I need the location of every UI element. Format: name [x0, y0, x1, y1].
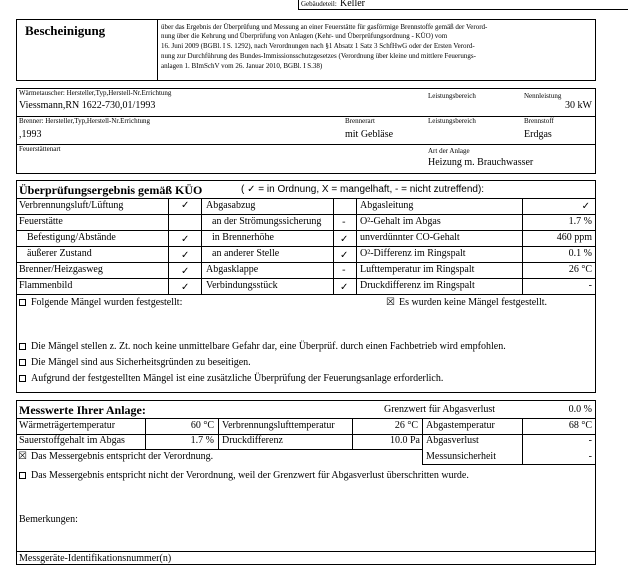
option1-checkbox[interactable] [19, 343, 26, 350]
messunsicherheit-value: - [588, 451, 592, 462]
option2-label: Die Mängel sind aus Sicherheitsgründen zu beseitigen. [31, 357, 251, 368]
gebaeudeteil-value: Keller [340, 0, 365, 9]
art-value: Heizung m. Brauchwasser [428, 157, 534, 168]
header-text-line-2: nung über die Kehrung und Überprüfung von Anlagen (Kehr- und Überprüfungsordnung - KÜO) vom [161, 32, 448, 40]
maengel-label: Folgende Mängel wurden festgestellt: [31, 297, 183, 308]
pruefung-legend: ( ✓ = in Ordnung, X = mangelhaft, - = nicht zutreffend): [241, 184, 485, 195]
sauerstoff-label: Sauerstoffgehalt im Abgas [19, 435, 125, 446]
pruef-c3-value-1: 1.7 % [568, 216, 592, 227]
brennstoff-label: Brennstoff [524, 117, 554, 125]
pruef-c3-value-5: - [588, 280, 592, 291]
waermetraeger-label: Wärmeträgertemperatur [19, 420, 116, 431]
grenzwert-value: 0.0 % [568, 404, 592, 415]
pruef-c2-label-2: in Brennerhöhe [212, 232, 274, 243]
pruef-c1-label-5: Flammenbild [19, 280, 73, 291]
messwerte-title: Messwerte Ihrer Anlage: [19, 403, 146, 417]
pruef-c3-label-5: Druckdifferenz im Ringspalt [360, 280, 475, 291]
pruef-c1-label-3: äußerer Zustand [27, 248, 92, 259]
nicht-entspricht-checkbox[interactable] [19, 472, 26, 479]
entspricht-checkbox[interactable]: ☒ [18, 451, 27, 462]
option3-label: Aufgrund der festgestellten Mängel ist eine zusätzliche Überprüfung der Feuerungsanlage erforderlich. [31, 373, 444, 384]
header-text-line-3: 16. Juni 2009 (BGBl. I S. 1292), nach Verordnungen nach §1 Absatz 1 Satz 3 SchfHwG oder der Ersten Verord- [161, 42, 475, 50]
druck-value: 10.0 Pa [390, 435, 420, 446]
nennleistung-label: Nennleistung [524, 92, 562, 100]
messgeraete-label: Messgeräte-Identifikationsnummer(n) [19, 553, 172, 564]
waermetauscher-label: Wärmetauscher: Hersteller,Typ,Herstell-Nr.Errichtung [19, 89, 172, 97]
option3-checkbox[interactable] [19, 375, 26, 382]
pruef-c2-mark-5: ✓ [340, 282, 349, 293]
pruef-c1-label-2: Befestigung/Abstände [27, 232, 116, 243]
pruef-c2-label-1: an der Strömungssicherung [212, 216, 322, 227]
keine-maengel-label: Es wurden keine Mängel festgestellt. [399, 297, 548, 308]
leistungsbereich2-label: Leistungsbereich [428, 117, 476, 125]
pruef-c2-label-4: Abgasklappe [206, 264, 259, 275]
pruef-c1-label-1: Feuerstätte [19, 216, 63, 227]
option2-checkbox[interactable] [19, 359, 26, 366]
pruef-c3-value-4: 26 °C [568, 264, 592, 275]
leistungsbereich-label: Leistungsbereich [428, 92, 476, 100]
keine-maengel-checkbox[interactable]: ☒ [386, 297, 395, 308]
sauerstoff-value: 1.7 % [190, 435, 214, 446]
pruefung-title: Überprüfungsergebnis gemäß KÜO [19, 183, 203, 197]
grenzwert-label: Grenzwert für Abgasverlust [384, 404, 496, 415]
pruef-c2-label-5: Verbindungsstück [206, 280, 278, 291]
pruef-c3-value-0: ✓ [581, 201, 590, 212]
pruef-c1-mark-0: ✓ [181, 200, 190, 211]
pruef-c1-label-4: Brenner/Heizgasweg [19, 264, 103, 275]
pruef-c1-mark-3: ✓ [181, 250, 190, 261]
pruef-c3-value-2: 460 ppm [556, 232, 592, 243]
nennleistung-value: 30 kW [565, 100, 592, 111]
nicht-entspricht-label: Das Messergebnis entspricht nicht der Verordnung, weil der Grenzwert für Abgasverlust überschritten wurde. [31, 470, 469, 481]
brennstoff-value: Erdgas [524, 129, 552, 140]
brennerart-value: mit Gebläse [345, 129, 394, 140]
pruef-c1-mark-2: ✓ [181, 234, 190, 245]
verbrennungsluft-label: Verbrennungslufttemperatur [222, 420, 335, 431]
brennerart-label: Brennerart [345, 117, 375, 125]
page-title: Bescheinigung [25, 23, 106, 38]
pruef-c1-mark-4: ✓ [181, 266, 190, 277]
maengel-checkbox[interactable] [19, 299, 26, 306]
pruef-c2-mark-3: ✓ [340, 250, 349, 261]
pruef-c2-mark-4: - [342, 265, 346, 276]
abgasverlust-label: Abgasverlust [426, 435, 479, 446]
brenner-label: Brenner: Hersteller,Typ,Herstell-Nr.Errichtung [19, 117, 151, 125]
pruef-c2-mark-2: ✓ [340, 234, 349, 245]
druck-label: Druckdifferenz [222, 435, 283, 446]
verbrennungsluft-value: 26 °C [394, 420, 418, 431]
header-text-line-4: nung zur Durchführung des Bundes-Immissionsschutzgesetzes (Verordnung über kleine und mittlere Feuerungs- [161, 52, 476, 60]
pruef-c2-label-3: an anderer Stelle [212, 248, 280, 259]
pruef-c2-label-0: Abgasabzug [206, 200, 256, 211]
messunsicherheit-label: Messunsicherheit [426, 451, 496, 462]
pruef-c3-label-1: O²-Gehalt im Abgas [360, 216, 441, 227]
pruef-c2-mark-1: - [342, 217, 346, 228]
gebaeudeteil-label: Gebäudeteil: [301, 0, 337, 8]
pruef-c3-label-3: O²-Differenz im Ringspalt [360, 248, 466, 259]
header-text-line-1: über das Ergebnis der Überprüfung und Messung an einer Feuerstätte für gasförmige Brennstoffe gemäß der Verord- [161, 23, 488, 31]
pruef-c1-label-0: Verbrennungsluft/Lüftung [19, 200, 124, 211]
waermetauscher-value: Viessmann,RN 1622-730,01/1993 [19, 100, 156, 111]
pruef-c3-label-2: unverdünnter CO-Gehalt [360, 232, 460, 243]
pruef-c3-value-3: 0.1 % [568, 248, 592, 259]
pruef-c1-mark-5: ✓ [181, 282, 190, 293]
pruef-c3-label-0: Abgasleitung [360, 200, 414, 211]
abgastemp-label: Abgastemperatur [426, 420, 495, 431]
bemerkungen-label: Bemerkungen: [19, 514, 78, 525]
entspricht-label: Das Messergebnis entspricht der Verordnung. [31, 451, 214, 462]
pruef-c3-label-4: Lufttemperatur im Ringspalt [360, 264, 475, 275]
brenner-value: ,1993 [19, 129, 42, 140]
feuerstaettenart-label: Feuerstättenart [19, 145, 61, 153]
abgastemp-value: 68 °C [568, 420, 592, 431]
option1-label: Die Mängel stellen z. Zt. noch keine unmittelbare Gefahr dar, eine Überprüf. durch einen Fachbetrieb wird empfohlen. [31, 341, 506, 352]
header-text-line-5: anlagen 1. BImSchV vom 26. Januar 2010, BGBl. I S.38) [161, 62, 323, 70]
art-label: Art der Anlage [428, 147, 470, 155]
waermetraeger-value: 60 °C [190, 420, 214, 431]
abgasverlust-value: - [588, 435, 592, 446]
